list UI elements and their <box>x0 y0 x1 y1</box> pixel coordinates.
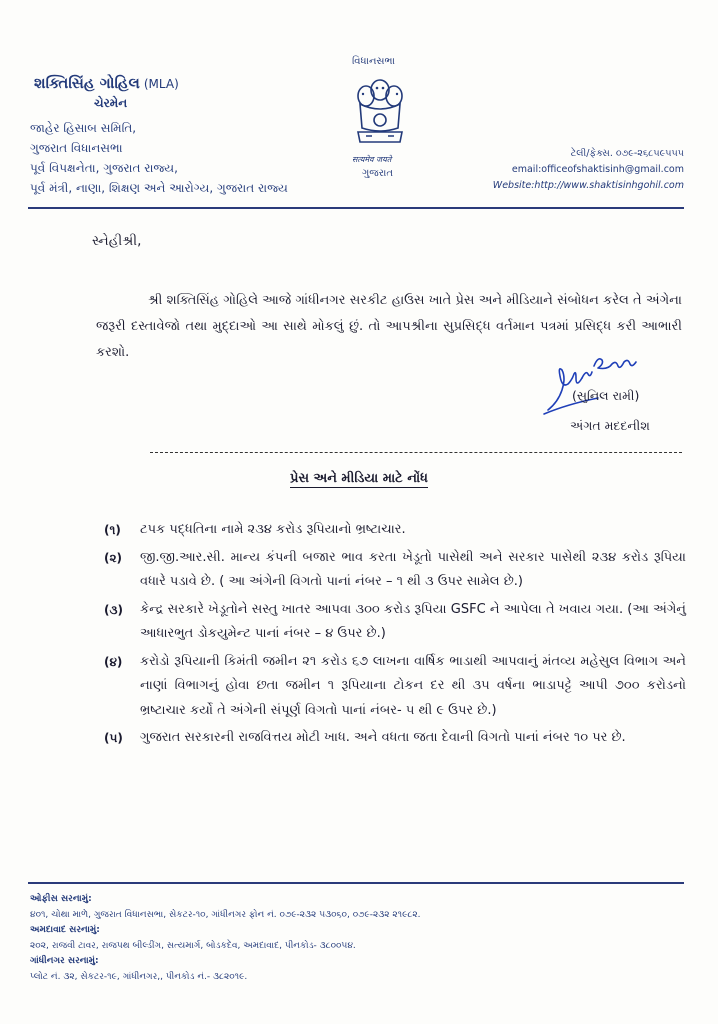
ahmedabad-address-label: અમદાવાદ સરનામું: <box>30 925 100 935</box>
letter-paragraph-text: શ્રી શક્તિસિંહ ગોહિલે આજે ગાંધીનગર સરકીટ હાઉસ ખાતે પ્રેસ અને મીડિયાને સંબોધન કરેલ તે અંગેના જરૂરી દસ્તાવેજો તથા મુદ્દાઓ આ સાથે મોકલું છું. તો આપશ્રીના સુપ્રસિદ્ધ વર્તમાન પત્રમાં પ્રસિદ્ધ કરી આભારી કરશો. <box>96 293 682 360</box>
signature-icon <box>538 344 668 424</box>
letterhead-title-line: પૂર્વ મંત્રી, નાણા, શિક્ષણ અને આરોગ્ય, ગુજરાત રાજ્ય <box>30 181 288 195</box>
gandhinagar-address-label: ગાંધીનગર સરનામું: <box>30 956 99 966</box>
notice-list <box>96 518 686 754</box>
mla-label: (MLA) <box>143 77 179 91</box>
letterhead-title-line: જાહેર હિસાબ સમિતિ, <box>30 121 137 135</box>
website-link: Website:http://www.shaktisinhgohil.com <box>492 180 684 191</box>
list-item-number: (૩) <box>104 602 123 617</box>
letterhead-title-line: ગુજરાત વિધાનસભા <box>30 141 123 155</box>
emblem-title: વિધાનસભા <box>352 56 395 67</box>
ahmedabad-address: ૨૦૨, રાજવી ટાવર, રાજપથ બીલ્ડીંગ, સત્યમાર્ગ, બોડકદેવ, અમદાવાદ, પીનકોડ- ૩૮૦૦૫૪. <box>30 940 356 951</box>
emblem-state: ગુજરાત <box>362 168 394 179</box>
list-item-text: કેન્દ્ર સરકારે ખેડૂતોને સસ્તુ ખાતર આપવા ૩૦૦ કરોડ રૂપિયા GSFC ને આપેલા તે ખવાય ગયા. (આ અંગેનું આધારભુત ડોકયુમેન્ટ પાનાં નંબર – ૪ ઉપર છે.) <box>140 601 686 641</box>
list-item-number: (૪) <box>104 654 123 669</box>
dashed-divider <box>150 452 682 453</box>
letterhead-designation: ચેરમેન <box>94 96 128 110</box>
list-item <box>96 518 686 543</box>
national-emblem-icon <box>348 70 412 160</box>
office-address: ૪૦૧, ચોથા માળે, ગુજરાત વિધાનસભા, સેકટર-૧૦, ગાંધીનગર ફોન નં. ૦૭૯-૨૩૨ ૫૩૦૬૦, ૦૭૯-૨૩૨ ૨૧૯૮૨. <box>30 909 421 920</box>
emblem-motto: सत्यमेव जयते <box>352 155 392 164</box>
letterhead-titles <box>30 118 288 198</box>
list-item <box>96 598 686 647</box>
salutation: સ્નેહીશ્રી, <box>92 233 142 249</box>
contact-block <box>478 146 684 194</box>
notice-heading <box>0 471 718 486</box>
list-item-number: (૨) <box>104 550 123 565</box>
list-item-text: ટપક પદ્ધતિના નામે ૨૩૪ કરોડ રૂપિયાનો ભ્રષ્ટાચાર. <box>140 522 406 537</box>
list-item <box>96 546 686 595</box>
office-address-label: ઓફીસ સરનામું: <box>30 894 92 904</box>
signer-title: અંગત મદદનીશ <box>570 418 650 433</box>
phone-fax: ટેલી/ફેક્સ. ૦૭૯-૨૬૮૫૯૫૫૫ <box>570 148 684 159</box>
letterhead-name <box>34 74 179 92</box>
signer-name: (સુનિલ રામી) <box>572 388 640 403</box>
email-address: email:officeofshaktisinh@gmail.com <box>511 164 684 175</box>
list-item-text: ગુજરાત સરકારની રાજવિત્તય મોટી ખાધ. અને વધતા જતા દેવાની વિગતો પાનાં નંબર ૧૦ પર છે. <box>140 730 626 745</box>
gandhinagar-address: પ્લોટ નં. ૩૨, સેકટર-૧૯, ગાંધીનગર,, પીનકોડ નં.- ૩૮૨૦૧૯. <box>30 971 248 982</box>
footer-divider <box>28 882 684 884</box>
list-item <box>96 650 686 724</box>
footer-addresses <box>30 892 690 985</box>
notice-heading-text: પ્રેસ અને મીડિયા માટે નોંધ <box>290 471 428 486</box>
list-item-number: (૧) <box>104 523 121 537</box>
list-item-text: કરોડો રૂપિયાની કિમંતી જમીન ૨૧ કરોડ ૬૭ લાખના વાર્ષિક ભાડાથી આપવાનું મંતવ્ય મહેસુલ વિભાગ અને નાણાં વિભાગનું હોવા છતા જમીન ૧ રૂપિયાના ટોકન દર થી ૩૫ વર્ષના ભાડાપટ્ટે આપી ૭૦૦ કરોડનો ભ્રષ્ટાચાર કર્યો તે અંગેની સંપૂર્ણ વિગતો પાનાં નંબર- ૫ થી ૯ ઉપર છે.) <box>140 653 686 718</box>
list-item-number: (૫) <box>104 731 123 745</box>
list-item-text: જી.જી.આર.સી. માન્ય કંપની બજાર ભાવ કરતા ખેડૂતો પાસેથી અને સરકાર પાસેથી ૨૩૪ કરોડ રૂપિયા વધારે પડાવે છે. ( આ અંગેની વિગતો પાનાં નંબર – ૧ થી ૩ ઉપર સામેલ છે.) <box>140 549 686 589</box>
list-item <box>96 726 686 751</box>
letterhead-name-text: શક્તિસિંહ ગોહિલ <box>34 74 140 92</box>
letterhead-divider <box>28 207 684 209</box>
letterhead-title-line: પૂર્વ વિપક્ષનેતા, ગુજરાત રાજ્ય, <box>30 161 178 175</box>
